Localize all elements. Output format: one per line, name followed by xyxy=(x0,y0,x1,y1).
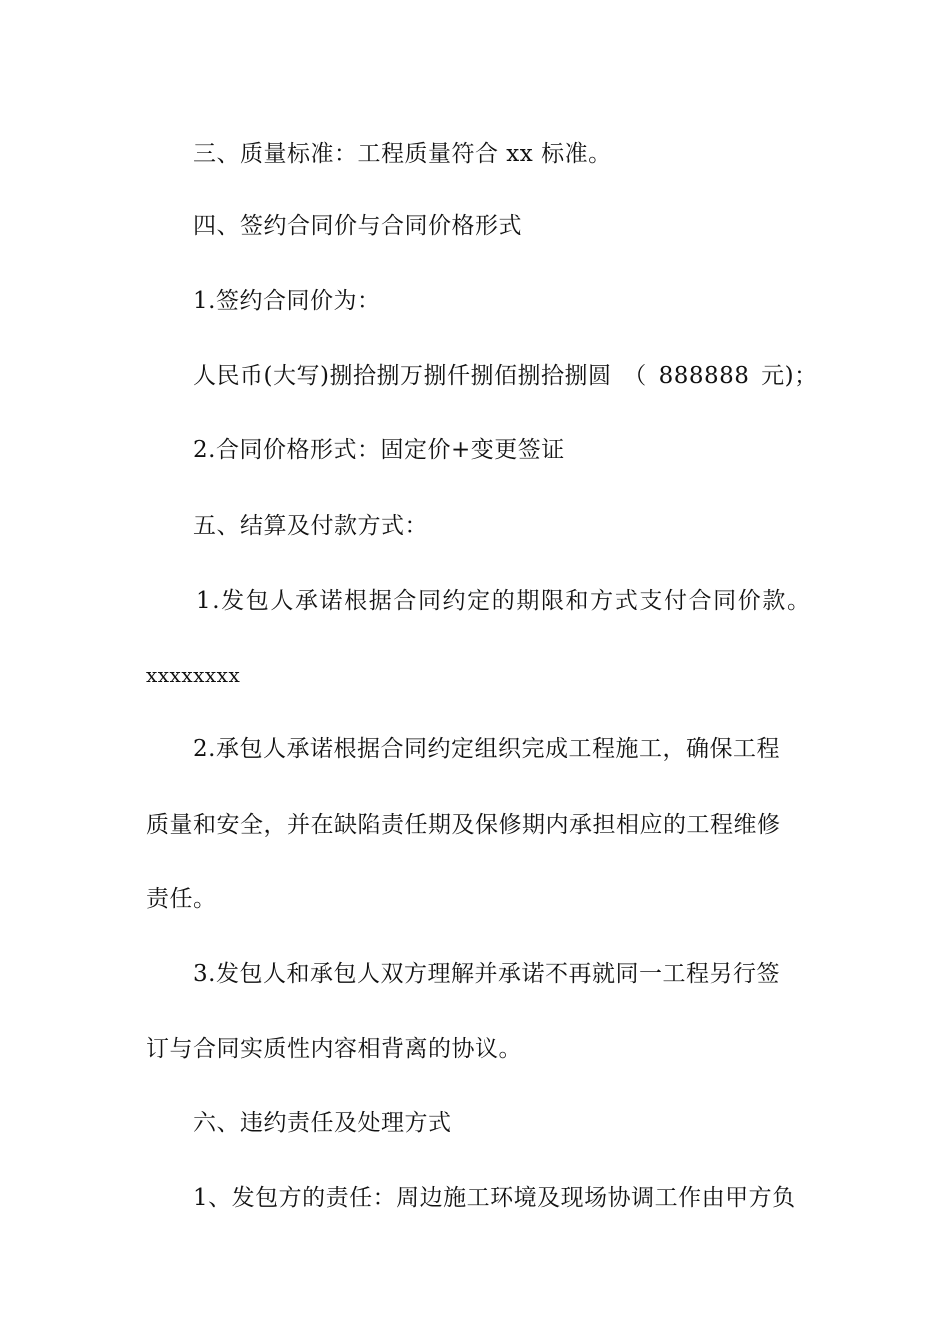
paragraph-employer-liability: 1、发包方的责任：周边施工环境及现场协调工作由甲方负 xyxy=(193,1185,796,1211)
paragraph-employer-commitment: 1.发包人承诺根据合同约定的期限和方式支付合同价款。 xyxy=(196,588,812,614)
placeholder-text: xxxxxxxx xyxy=(146,663,241,687)
paragraph-contractor-commitment-line3: 责任。 xyxy=(146,886,217,912)
section-heading-liability: 六、违约责任及处理方式 xyxy=(193,1110,452,1136)
paragraph-contract-price-label: 1.签约合同价为： xyxy=(193,288,381,314)
section-heading-settlement: 五、结算及付款方式： xyxy=(193,513,428,539)
paragraph-mutual-commitment-line2: 订与合同实质性内容相背离的协议。 xyxy=(146,1036,522,1062)
section-heading-quality-standard: 三、质量标准：工程质量符合 xx 标准。 xyxy=(193,141,612,167)
section-heading-contract-price: 四、签约合同价与合同价格形式 xyxy=(193,213,522,239)
paragraph-contractor-commitment-line1: 2.承包人承诺根据合同约定组织完成工程施工，确保工程 xyxy=(193,736,780,762)
paragraph-price-form: 2.合同价格形式：固定价+变更签证 xyxy=(193,437,565,463)
paragraph-contract-price-amount: 人民币(大写)捌拾捌万捌仟捌佰捌拾捌圆 （ 888888 元)； xyxy=(193,363,818,389)
paragraph-mutual-commitment-line1: 3.发包人和承包人双方理解并承诺不再就同一工程另行签 xyxy=(193,961,780,987)
paragraph-contractor-commitment-line2: 质量和安全，并在缺陷责任期及保修期内承担相应的工程维修 xyxy=(146,812,781,838)
